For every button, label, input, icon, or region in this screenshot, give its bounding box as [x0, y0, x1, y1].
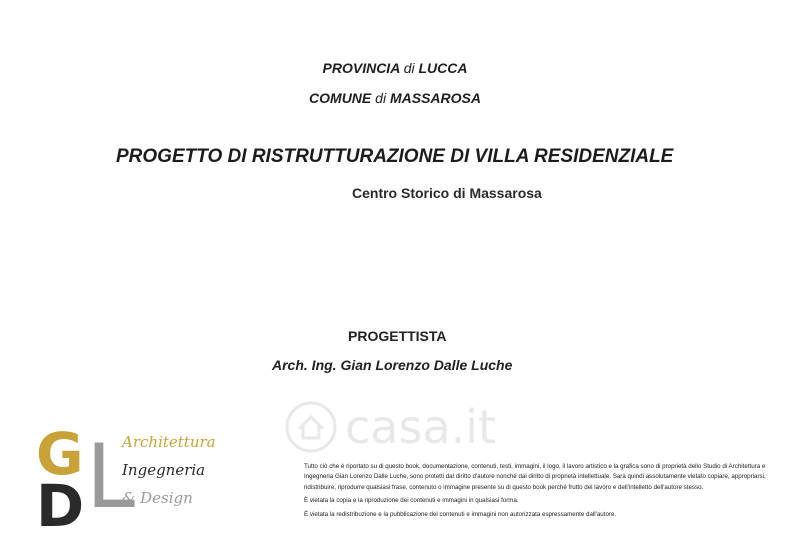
comune-di: di	[375, 90, 387, 106]
project-subtitle: Centro Storico di Massarosa	[352, 185, 542, 201]
comune-name: MASSAROSA	[389, 90, 481, 106]
logo-letter-g: G	[36, 420, 84, 488]
watermark	[285, 400, 496, 454]
disclaimer-paragraph: Tutto ciò che è riportato su di questo book, documentazione, contenuti, testi, immagini, il logo, il lavoro artistico e la grafica sono di proprietà dello Studio di Architettura e Ingegneria Gian Lorenzo Dalle Luche, sono protetti dal diritto d'autore nonché dal diritto di proprietà intellettuale. Sarà quindi assolutamente vietato copiare, appropriarsi, ridistribuire, riprodurre qualsiasi frase, contenuto o immagine presente su di questo book perché frutto del lavoro e dell'intelletto dell'autore stesso.	[304, 463, 766, 491]
provincia-name: LUCCA	[418, 60, 468, 76]
logo-design: & Design	[122, 489, 193, 507]
comune-prefix: COMUNE	[309, 90, 372, 106]
disclaimer-redistribution-line: È vietata la redistribuzione e la pubblicazione dei contenuti e immagini non autorizzata espressamente dall'autore.	[304, 510, 617, 518]
project-title: PROGETTO DI RISTRUTTURAZIONE DI VILLA RESIDENZIALE	[116, 146, 674, 167]
provincia-di: di	[403, 60, 415, 76]
provincia-heading	[0, 60, 795, 76]
provincia-prefix: PROVINCIA	[322, 60, 400, 76]
designer-label: PROGETTISTA	[348, 328, 447, 344]
copyright-disclaimer	[304, 462, 774, 520]
logo-letter-d: D	[36, 472, 85, 540]
logo-letter-l: L	[86, 425, 136, 528]
studio-logo	[30, 420, 230, 540]
designer-name: Arch. Ing. Gian Lorenzo Dalle Luche	[272, 357, 513, 373]
disclaimer-copy-line: È vietata la copia e la riproduzione dei contenuti e immagini in qualsiasi forma.	[304, 497, 519, 505]
house-icon	[285, 401, 337, 453]
watermark-text: casa.it	[345, 400, 497, 454]
logo-architettura: Architettura	[122, 433, 216, 451]
logo-ingegneria: Ingegneria	[122, 461, 206, 479]
comune-heading	[0, 90, 795, 106]
